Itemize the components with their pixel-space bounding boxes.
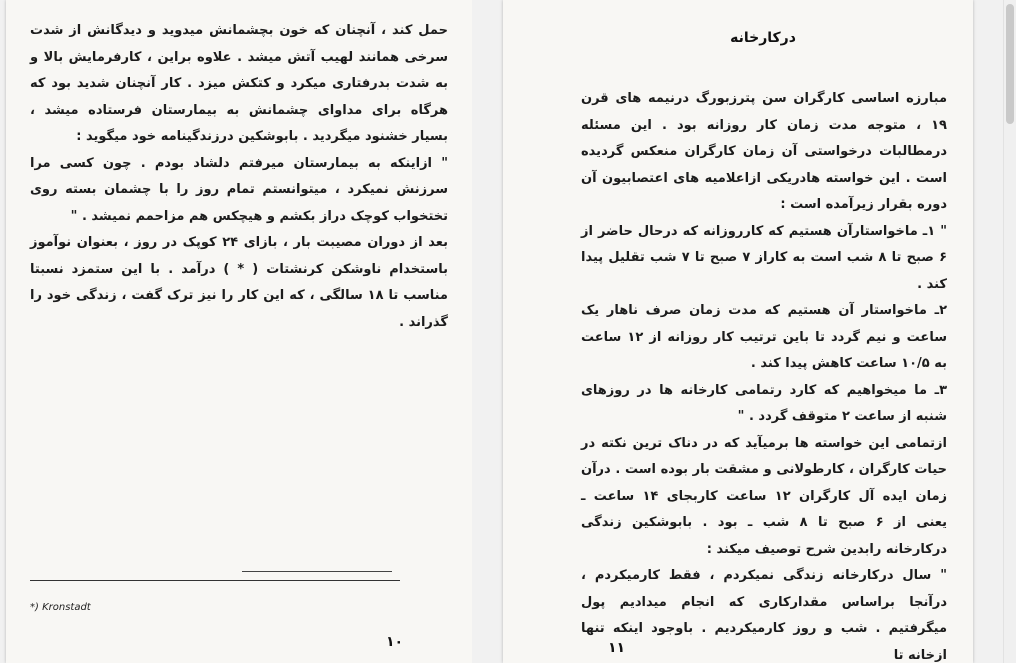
right-paragraph-4: ۳ـ ما میخواهیم که کارد رتمامی کارخانه ها در روزهای شنبه از ساعت ۲ متوقف گردد . " [581, 382, 947, 424]
page-number-left: ۱۰ [386, 634, 404, 650]
footnote-rule [30, 580, 400, 581]
page-gutter [472, 0, 503, 663]
left-page [6, 0, 472, 663]
vertical-scrollbar[interactable] [1003, 0, 1016, 663]
right-page [503, 0, 973, 663]
page-number-right: ۱۱ [608, 640, 626, 656]
right-paragraph-5: ازتمامی این خواسته ها برمیآید که در دناک ترین نکته در حیات کارگران ، کارطولانی و مشقت بار بوده است . درآن زمان ایده آل کارگران ۱۲ ساعت کاربجای ۱۴ ساعت ـ یعنی از ۶ صبح تا ۸ شب ـ بود . بابوشکین زندگی درکارخانه رابدین شرح توصیف میکند : [581, 435, 948, 557]
right-paragraph-2: " ۱ـ ماخواستارآن هستیم که کارروزانه که درحال حاضر از ۶ صبح تا ۸ شب است به کاراز ۷ صبح تا ۷ شب تقلیل پیدا کند . [581, 223, 947, 292]
right-page-text [581, 86, 947, 663]
left-paragraph-2: " ازاینکه به بیمارستان میرفتم دلشاد بودم . چون کسی مرا سرزنش نمیکرد ، میتوانستم تمام روز را با چشمان بسته روی تختخواب کوچک دراز بکشم و هیچکس هم مزاحمم نمیشد . " [30, 155, 448, 224]
right-paragraph-6: " سال درکارخانه زندگی نمیکردم ، فقط کارمیکردم ، درآنجا براساس مقدارکاری که انجام میدادیم پول میگرفتیم . شب و روز کارمیکردیم . باوجود اینکه تنها ازخانه تا [581, 568, 947, 663]
footnote: *) Kronstadt [30, 602, 91, 613]
right-paragraph-3: ۲ـ ماخواستار آن هستیم که مدت زمان صرف ناهار یک ساعت و نیم گردد تا باین ترتیب کار روزانه از ۱۲ ساعت به ۱۰/۵ ساعت کاهش پیدا کند . [581, 303, 947, 371]
end-rule [242, 571, 392, 572]
scrollbar-thumb[interactable] [1006, 4, 1014, 124]
right-paragraph-1: مبارزه اساسی کارگران سن پترزبورگ درنیمه های قرن ۱۹ ، متوجه مدت زمان کار روزانه بود . این مسئله درمطالبات درخواستی آن زمان کارگران منعکس گردیده است . این خواسته هادریکی ازاعلامیه های اعتصابیون آن دوره بقرار زیرآمده است : [581, 91, 947, 212]
left-page-text [30, 18, 448, 336]
left-paragraph-3: بعد از دوران مصیبت بار ، بازای ۲۴ کوپک در روز ، بعنوان نوآموز باستخدام ناوشکن کرنشتات ( * ) درآمد . با این ستمزد نسبتا مناسب تا ۱۸ سالگی ، که این کار را نیز ترک گفت ، زندگی خود را گذراند . [30, 235, 448, 330]
left-paragraph-1: حمل کند ، آنچنان که خون بچشمانش میدوید و دیدگانش از شدت سرخی همانند لهیب آتش میشد . علاوه براین ، کارفرمایش بالا و به شدت بدرفتاری میکرد و کتکش میزد . کار آنچنان شدید بود که هرگاه برای مداوای چشمانش به بیمارستان فرستاده میشد ، بسیار خشنود میگردید . بابوشکین درزندگینامه خود میگوید : [30, 23, 448, 144]
chapter-heading: درکارخانه [730, 30, 796, 46]
